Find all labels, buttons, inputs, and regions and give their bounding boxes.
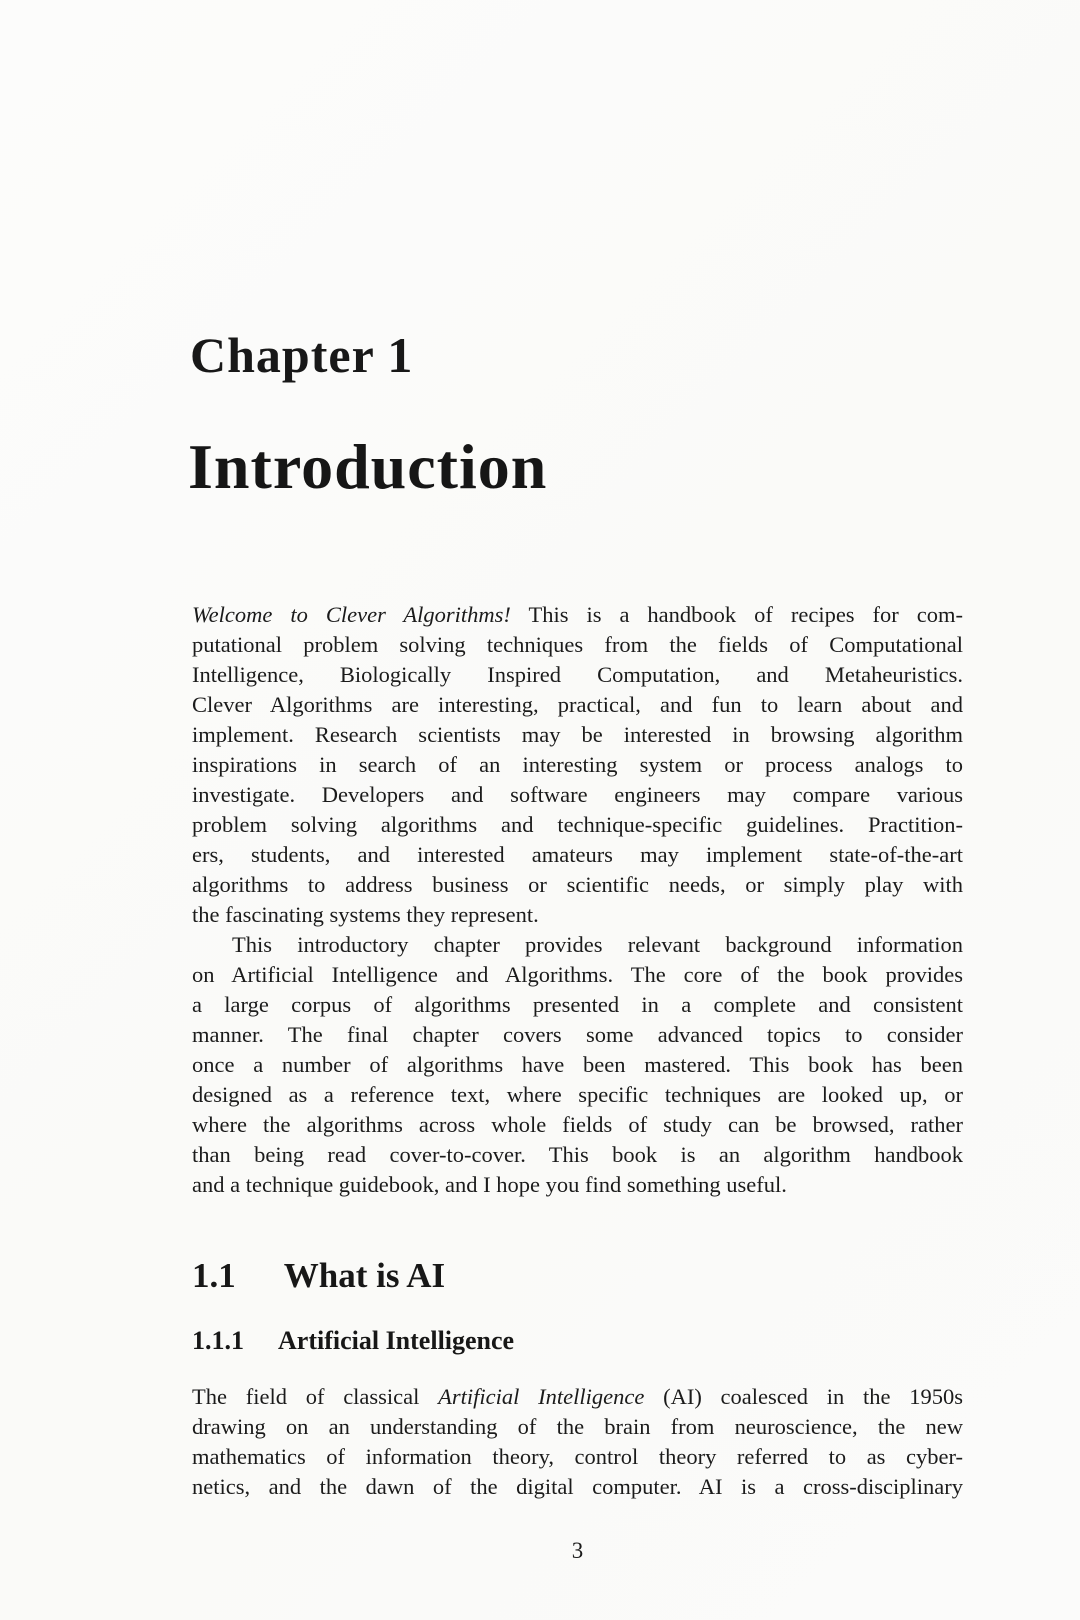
paragraph-welcome: Welcome to Clever Algorithms! This is a handbook of recipes for com- putational problem solving techniques from the fields of Computational Intelligence, Biologically Inspired Computation, and Metaheuristics. Clever Algorithms are interesting, practical, and fun to learn about and implement. Research scientists may be interested in browsing algorithm inspirations in search of an interesting system or process analogs to investigate. Developers and software engineers may compare various problem solving algorithms and technique-specific guidelines. Practition- ers, students, and interested amateurs may implement state-of-the-art algorithms to address business or scientific needs, or simply play with the fascinating systems they represent. — [192, 602, 963, 927]
section-number: 1.1 — [192, 1256, 236, 1295]
page-title: Introduction — [188, 431, 548, 502]
chapter-label: Chapter 1 — [190, 327, 414, 383]
section-heading-what-is-ai — [192, 1256, 445, 1296]
section-title: What is AI — [283, 1256, 446, 1295]
body-text — [192, 600, 963, 1200]
subsection-heading-artificial-intelligence — [192, 1326, 514, 1356]
subsection-title: Artificial Intelligence — [278, 1326, 515, 1355]
paragraph-chapter-overview: This introductory chapter provides relevant background information on Artificial Intelligence and Algorithms. The core of the book provides a large corpus of algorithms presented in a complete and consistent manner. The final chapter covers some advanced topics to consider once a number of algorithms have been mastered. This book has been designed as a reference text, where specific techniques are looked up, or where the algorithms across whole fields of study can be browsed, rather than being read cover-to-cover. This book is an algorithm handbook and a technique guidebook, and I hope you find something useful. — [192, 932, 963, 1197]
page-number: 3 — [571, 1538, 584, 1563]
paragraph-classical-ai: The field of classical Artificial Intelligence (AI) coalesced in the 1950s drawing on an understanding of the brain from neuroscience, the new mathematics of information theory, control theory referred to as cyber- netics, and the dawn of the digital computer. AI is a cross-disciplinary — [192, 1384, 963, 1499]
subsection-number: 1.1.1 — [192, 1326, 244, 1355]
